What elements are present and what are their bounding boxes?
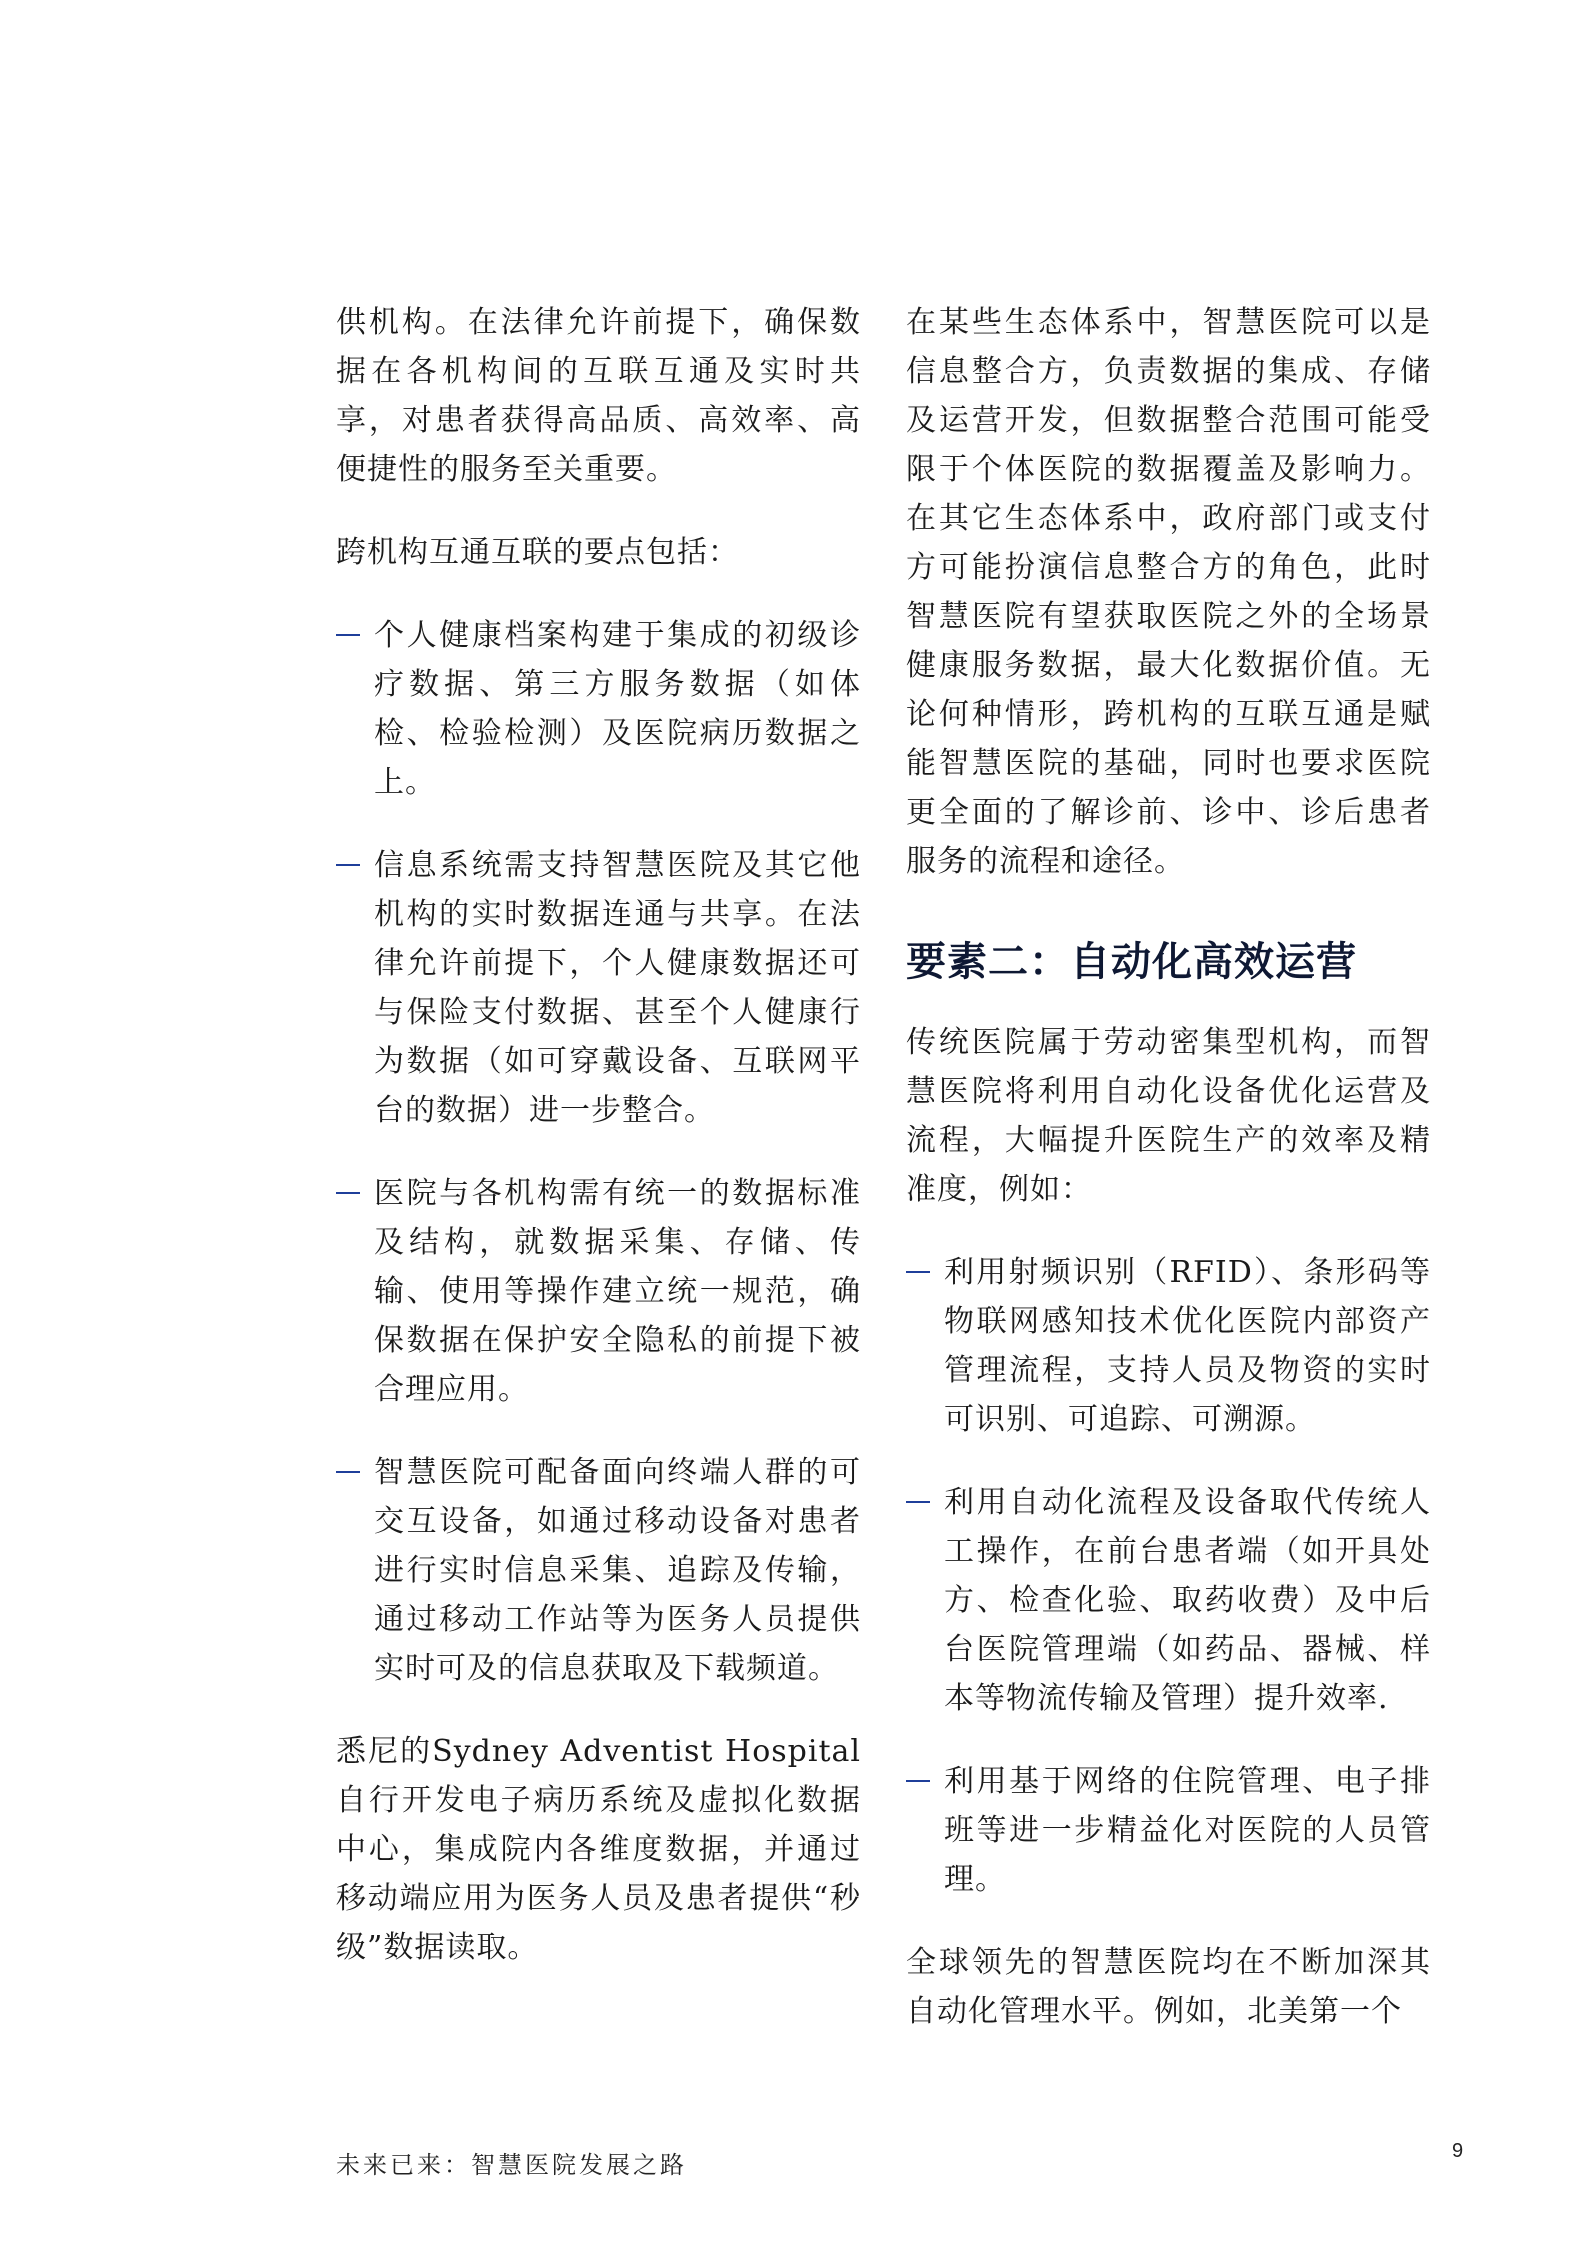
left-intro-paragraph: 供机构。在法律允许前提下，确保数据在各机构间的互联互通及实时共享，对患者获得高品质、高效率、高便捷性的服务至关重要。	[336, 305, 861, 487]
list-item-text: 信息系统需支持智慧医院及其它他机构的实时数据连通与共享。在法律允许前提下，个人健康数据还可与保险支付数据、甚至个人健康行为数据（如可穿戴设备、互联网平台的数据）进一步整合。	[374, 848, 861, 1128]
footer-title: 未来已来：智慧医院发展之路	[336, 2151, 687, 2179]
left-lead-paragraph: 跨机构互通互联的要点包括：	[336, 535, 739, 570]
dash-bullet-icon	[336, 864, 360, 866]
list-item	[336, 1169, 861, 1414]
dash-bullet-icon	[906, 1271, 930, 1273]
dash-bullet-icon	[336, 634, 360, 636]
dash-bullet-icon	[906, 1501, 930, 1503]
right-column	[906, 298, 1431, 2036]
right-lead-paragraph: 传统医院属于劳动密集型机构，而智慧医院将利用自动化设备优化运营及流程，大幅提升医院生产的效率及精准度，例如：	[906, 1025, 1431, 1207]
dash-bullet-icon	[906, 1780, 930, 1782]
dash-bullet-icon	[336, 1471, 360, 1473]
list-item	[906, 1757, 1431, 1904]
list-item-text: 利用基于网络的住院管理、电子排班等进一步精益化对医院的人员管理。	[944, 1764, 1431, 1897]
list-item-text: 智慧医院可配备面向终端人群的可交互设备，如通过移动设备对患者进行实时信息采集、追踪及传输，通过移动工作站等为医务人员提供实时可及的信息获取及下载频道。	[374, 1455, 861, 1686]
section-heading: 要素二：自动化高效运营	[906, 939, 1357, 985]
list-item	[906, 1478, 1431, 1723]
right-intro-paragraph: 在某些生态体系中，智慧医院可以是信息整合方，负责数据的集成、存储及运营开发，但数据整合范围可能受限于个体医院的数据覆盖及影响力。在其它生态体系中，政府部门或支付方可能扮演信息整合方的角色，此时智慧医院有望获取医院之外的全场景健康服务数据，最大化数据价值。无论何种情形，跨机构的互联互通是赋能智慧医院的基础，同时也要求医院更全面的了解诊前、诊中、诊后患者服务的流程和途径。	[906, 305, 1431, 879]
list-item-text: 利用射频识别（RFID）、条形码等物联网感知技术优化医院内部资产管理流程，支持人员及物资的实时可识别、可追踪、可溯源。	[944, 1255, 1431, 1437]
list-item-text: 利用自动化流程及设备取代传统人工操作，在前台患者端（如开具处方、检查化验、取药收费）及中后台医院管理端（如药品、器械、样本等物流传输及管理）提升效率.	[944, 1485, 1431, 1716]
left-column	[336, 298, 861, 1972]
left-closing-paragraph: 悉尼的Sydney Adventist Hospital自行开发电子病历系统及虚拟化数据中心，集成院内各维度数据，并通过移动端应用为医务人员及患者提供“秒级”数据读取。	[336, 1734, 861, 1965]
list-item	[336, 841, 861, 1135]
list-item	[906, 1248, 1431, 1444]
left-bullet-list	[336, 611, 861, 1693]
dash-bullet-icon	[336, 1192, 360, 1194]
list-item	[336, 1448, 861, 1693]
list-item-text: 个人健康档案构建于集成的初级诊疗数据、第三方服务数据（如体检、检验检测）及医院病历数据之上。	[374, 618, 861, 800]
list-item	[336, 611, 861, 807]
right-bullet-list	[906, 1248, 1431, 1904]
right-closing-paragraph: 全球领先的智慧医院均在不断加深其自动化管理水平。例如，北美第一个	[906, 1945, 1431, 2029]
list-item-text: 医院与各机构需有统一的数据标准及结构，就数据采集、存储、传输、使用等操作建立统一规范，确保数据在保护安全隐私的前提下被合理应用。	[374, 1176, 861, 1407]
page-number: 9	[1452, 2140, 1464, 2162]
